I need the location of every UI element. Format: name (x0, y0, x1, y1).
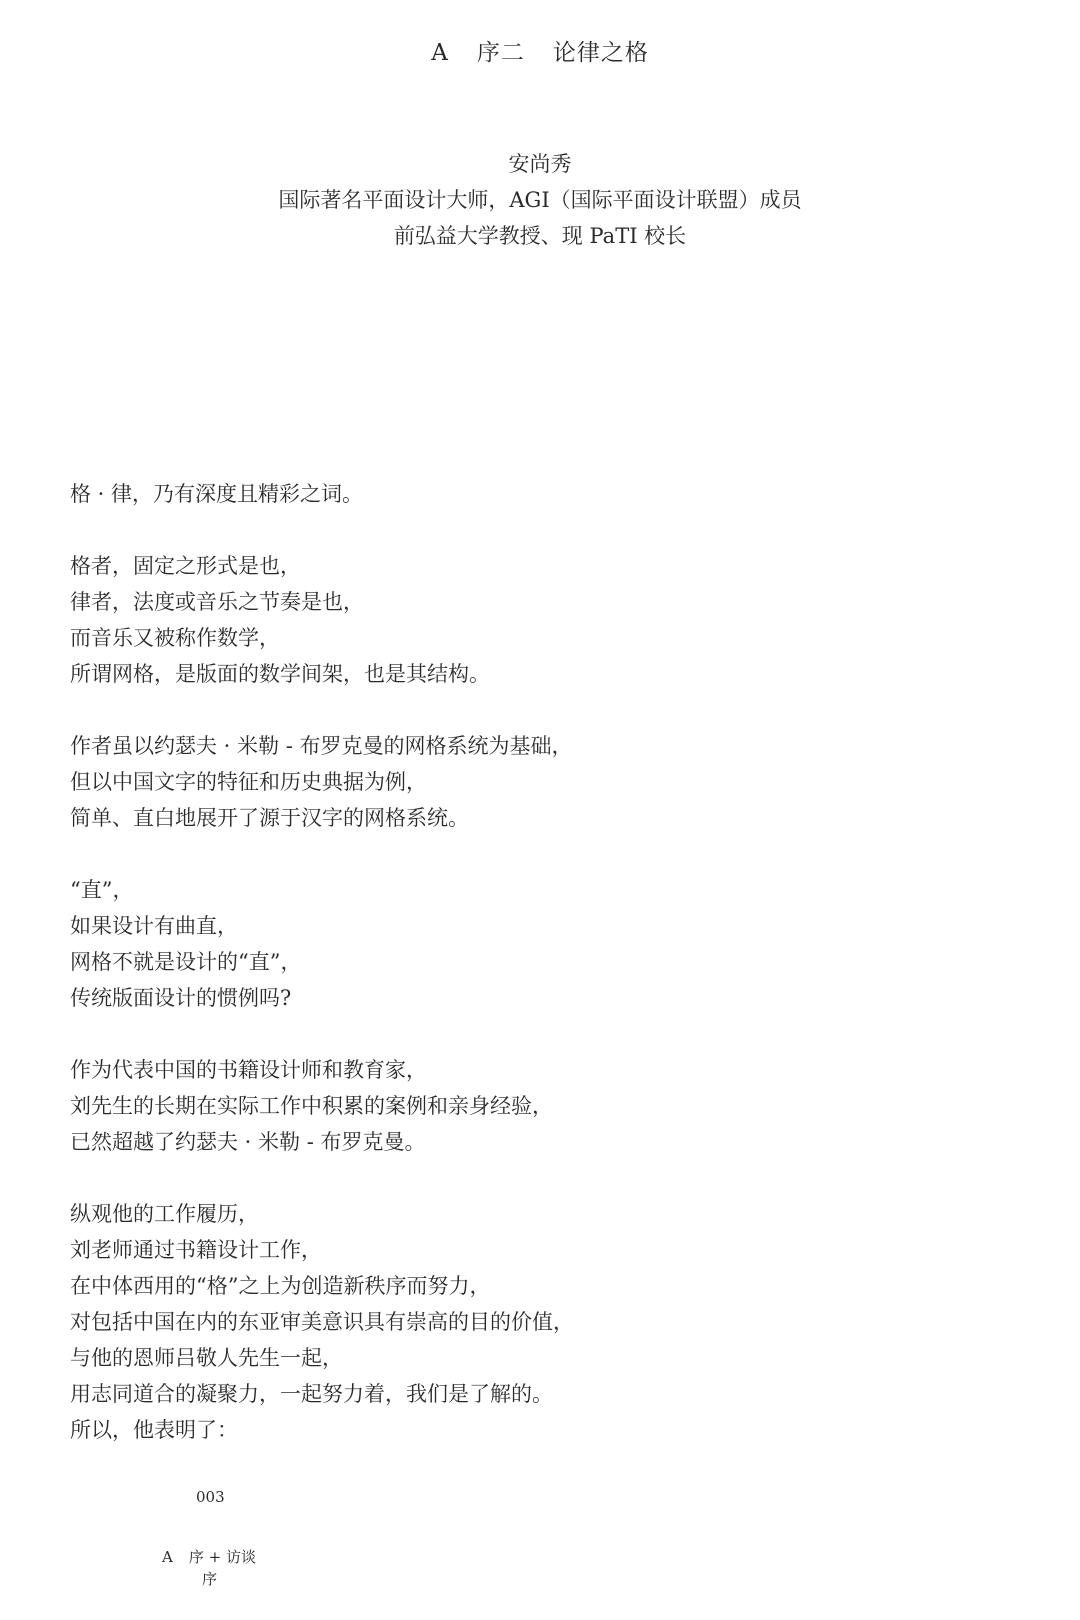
text-line: 纵观他的工作履历， (70, 1202, 259, 1226)
text-line: 与他的恩师吕敬人先生一起， (70, 1346, 343, 1370)
text-line: “直”， (70, 878, 134, 902)
text-line: 如果设计有曲直， (70, 914, 238, 938)
paragraph (70, 1196, 970, 1448)
text-line: 用志同道合的凝聚力，一起努力着，我们是了解的。 (70, 1382, 553, 1406)
text-line: 作为代表中国的书籍设计师和教育家， (70, 1058, 427, 1082)
text-line: 但以中国文字的特征和历史典据为例， (70, 770, 427, 794)
text-line: 所以，他表明了： (70, 1418, 238, 1442)
author-byline (0, 146, 1080, 254)
text-line: 对包括中国在内的东亚审美意识具有崇高的目的价值， (70, 1310, 574, 1334)
text-line: 格者，固定之形式是也， (70, 554, 301, 578)
text-line: 律者，法度或音乐之节奏是也， (70, 590, 364, 614)
text-line: 网格不就是设计的“直”， (70, 950, 302, 974)
chapter-letter: A (431, 40, 449, 66)
text-line: 传统版面设计的惯例吗? (70, 986, 292, 1010)
author-role-2: 前弘益大学教授、现 PaTI 校长 (393, 224, 687, 248)
text-line: 在中体西用的“格”之上为创造新秩序而努力， (70, 1274, 491, 1298)
footer-section-title: 序 + 访谈 (188, 1548, 256, 1566)
footer-section-label (162, 1546, 256, 1568)
footer-subsection: 序 (202, 1570, 218, 1588)
text-line: 而音乐又被称作数学， (70, 626, 280, 650)
section-label: 序二 (476, 40, 525, 66)
text-line: 所谓网格，是版面的数学间架，也是其结构。 (70, 662, 490, 686)
text-line: 作者虽以约瑟夫 · 米勒 - 布罗克曼的网格系统为基础， (70, 734, 573, 758)
paragraph (70, 872, 970, 1016)
text-line: 刘先生的长期在实际工作中积累的案例和亲身经验， (70, 1094, 553, 1118)
body-text (70, 476, 970, 1448)
paragraph (70, 728, 970, 836)
author-role-1: 国际著名平面设计大师，AGI（国际平面设计联盟）成员 (278, 188, 802, 212)
footer-section-letter: A (162, 1548, 173, 1566)
text-line: 刘老师通过书籍设计工作， (70, 1238, 322, 1262)
page-header (0, 34, 1080, 67)
paragraph (70, 476, 970, 512)
paragraph (70, 1052, 970, 1160)
page-number: 003 (196, 1488, 225, 1506)
page-title: 论律之格 (552, 40, 649, 66)
text-line: 已然超越了约瑟夫 · 米勒 - 布罗克曼。 (70, 1130, 426, 1154)
text-line: 简单、直白地展开了源于汉字的网格系统。 (70, 806, 469, 830)
text-line: 格 · 律，乃有深度且精彩之词。 (70, 482, 364, 506)
author-name: 安尚秀 (508, 152, 572, 176)
paragraph (70, 548, 970, 692)
